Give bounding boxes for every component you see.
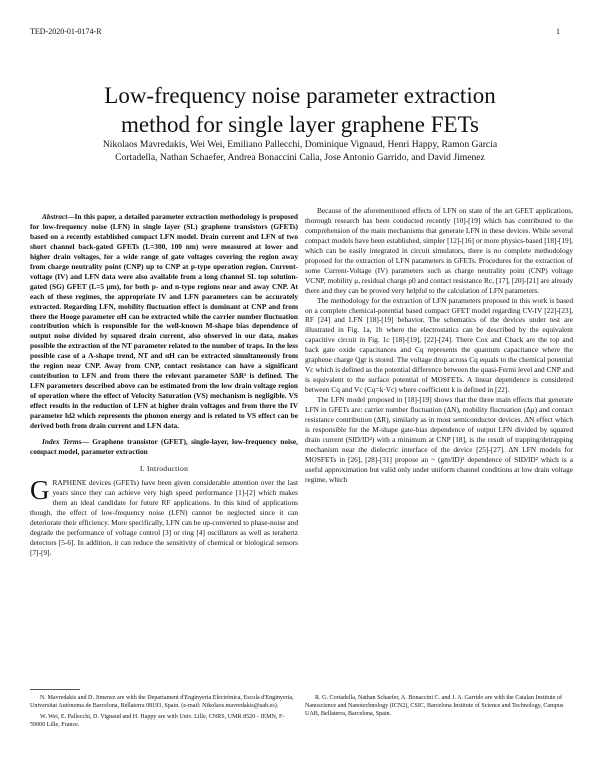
- body-paragraph-2: The methodology for the extraction of LFN parameters proposed in this work is based on a complete chemical-potential based compact GFET model regarding CV-IV [22]-[23], RF [24] and LFN [18]-[19] behavior. The schematics of the devices under test are illustrated in Fig. 1a, 1b where the electrostatics can be described by the equivalent capacitive circuit in Fig. 1c [18]-[19], [22]-[24]. There Cox and Cback are the top and back gate oxide capacitances and Cq represents the quantum capacitance where the graphene charge Qgr is stored. The voltage drop across Cq equals to the chemical potential Vc which is defined as the potential difference between the quasi-Fermi level and CNP and is equivalent to the surface potential of MOSFETs. A linear dependence is considered between Cq and Vc (Cq=k·Vc) where coefficient k is defined in [22].: [305, 295, 573, 395]
- index-terms-lead: Index Terms: [42, 436, 82, 446]
- footnotes-left: [30, 694, 298, 732]
- footnote: R. G. Cortadella, Nathan Schaefer, A. Bonaccini C. and J. A. Garrido are with the Catalan Institute of Nanoscience and Nanotechnology (ICN2), CSIC, Barcelona Institute of Science and Technology, Campus UAB, Bellaterra, Barcelona, Spain.: [305, 695, 564, 718]
- author-list: Nikolaos Mavredakis, Wei Wei, Emiliano Pallecchi, Dominique Vignaud, Henri Happy, Ramon Garcia Cortadella, Nathan Schaefer, Andrea Bonaccini Calia, Jose Antonio Garrido, and David Jimenez: [102, 139, 498, 163]
- left-column: [30, 212, 298, 557]
- footnote: W. Wei, E. Pallecchi, D. Vignaud and H. Happy are with Univ. Lille, CNRS, UMR 8520 - IEMN, F-59000 Lille, France.: [30, 714, 285, 729]
- body-paragraph-1: Because of the aforementioned effects of LFN on state of the art GFET applications, thorough research has been conducted recently [10]-[19] which has contributed to the comprehension of the main mechanisms that generate LFN in these devices. While several compact models have been established, simpler [12]-[16] or more physics-based [18]-[19], which can be easily integrated in circuit simulators, there is no complete methodology proposed for the extraction of LFN parameters in GFETs. Procedures for the extraction of some Current-Voltage (IV) parameters such as charge neutrality point (CNP) voltage VCNP, mobility μ, residual charge ρ0 and contact resistance Rc, [17], [20]-[21] are already there and they can be proved very helpful to the calculation of LFN parameters.: [305, 206, 573, 295]
- paper-title: Low-frequency noise parameter extraction method for single layer graphene FETs: [104, 83, 496, 138]
- section-heading-introduction: I. Introduction: [139, 463, 189, 473]
- abstract-text: —In this paper, a detailed parameter extraction methodology is proposed for low-frequency noise (LFN) in single layer (SL) graphene transistors (GFETs) based on a recently established compact LFN model. Drain current and LFN of two short channel back-gated GFETs (L=300, 100 nm) were measured at lower and higher drain voltages, for a wide range of gate voltages covering the region away from charge neutrality point (CNP) up to CNP at p-type operation region. Current-voltage (IV) and LFN data were also available from a long channel SL top solution-gated (SG) GFET (L=5 μm), for both p- and n-type regions near and away CNP. At each of these regimes, the appropriate IV and LFN parameters can be accurately extracted. Regarding LFN, mobility fluctuation effect is dominant at CNP and from there the Hooge parameter αH can be extracted while the carrier number fluctuation contribution which is responsible for the well-known M-shape bias dependence of output noise divided by squared drain current, also observed in our data, makes possible the extraction of the NT parameter related to the number of traps. In the less possible case of a Λ-shape trend, NT and αH can be extracted simultaneously from the region near CNP. Away from CNP, contact resistance can have a significant contribution to LFN and from there the relevant parameter SΔR² is defined. The LFN parameters described above can be estimated from the low drain voltage region of operation where the effect of Velocity Saturation (VS) mechanism is negligible. VS effect results in the reduction of LFN at higher drain voltages and from there the IV parameter hΩ which represents the phonon energy and is related to VS effect can be derived both from drain current and LFN data.: [30, 212, 298, 431]
- abstract-lead: Abstract: [42, 212, 68, 221]
- page-number: 1: [556, 27, 560, 36]
- introduction-text: RAPHENE devices (GFETs) have been given considerable attention over the last years since they can achieve very high speed performance [1]-[2] which makes them an ideal candidate for future RF applications. In this kind of applications though, the effect of low-frequency noise (LFN) cannot be neglected since it can deteriorate their efficiency. More specifically, LFN can be up-converted to phase-noise and degrade the performance of voltage control [3] or ring [4] oscillators as well as terahertz detectors [5-6]. In addition, it can reduce the sensitivity of chemical or biological sensors [7]-[9].: [30, 477, 298, 557]
- manuscript-id: TED-2020-01-0174-R: [30, 27, 102, 36]
- right-column: [305, 206, 573, 485]
- index-terms-text: — Graphene transistor (GFET), single-layer, low-frequency noise, compact model, parameter extraction: [30, 436, 298, 456]
- index-terms: [30, 437, 298, 457]
- footnote-rule: [30, 689, 80, 690]
- footnotes-right: [305, 694, 573, 721]
- body-paragraph-3: The LFN model proposed in [18]-[19] shows that the three main effects that generate LFN in GFETs are: carrier number fluctuation (ΔN), mobility fluctuation (Δμ) and contact resistance contribution (ΔR), similarly as in most semiconductor devices. ΔN effect which is responsible for the M-shape gate-bias dependence of output LFN divided by squared drain current (SID/ID²) with a minimum at CNP [18], is the result of trapping/detrapping mechanism near the dielectric interface of the device [25]-[27]. ΔN LFN models for MOSFETs in [26], [28]-[31] propose an ~ (gm/ID)² dependence of SID/ID² which is a useful approximation but valid only under uniform channel conditions at low drain voltage regime, which: [305, 395, 573, 484]
- drop-cap: G: [30, 474, 50, 505]
- footnote: N. Mavredakis and D. Jimenez are with the Departament d'Enginyeria Electrònica, Escola d'Enginyeria, Universitat Autònoma de Barcelona, Bellaterra 08193, Spain. (e-mail: Nikolaos.mavredakis@uab.es).: [30, 695, 294, 710]
- introduction-paragraph: [30, 474, 298, 558]
- abstract: [30, 212, 298, 431]
